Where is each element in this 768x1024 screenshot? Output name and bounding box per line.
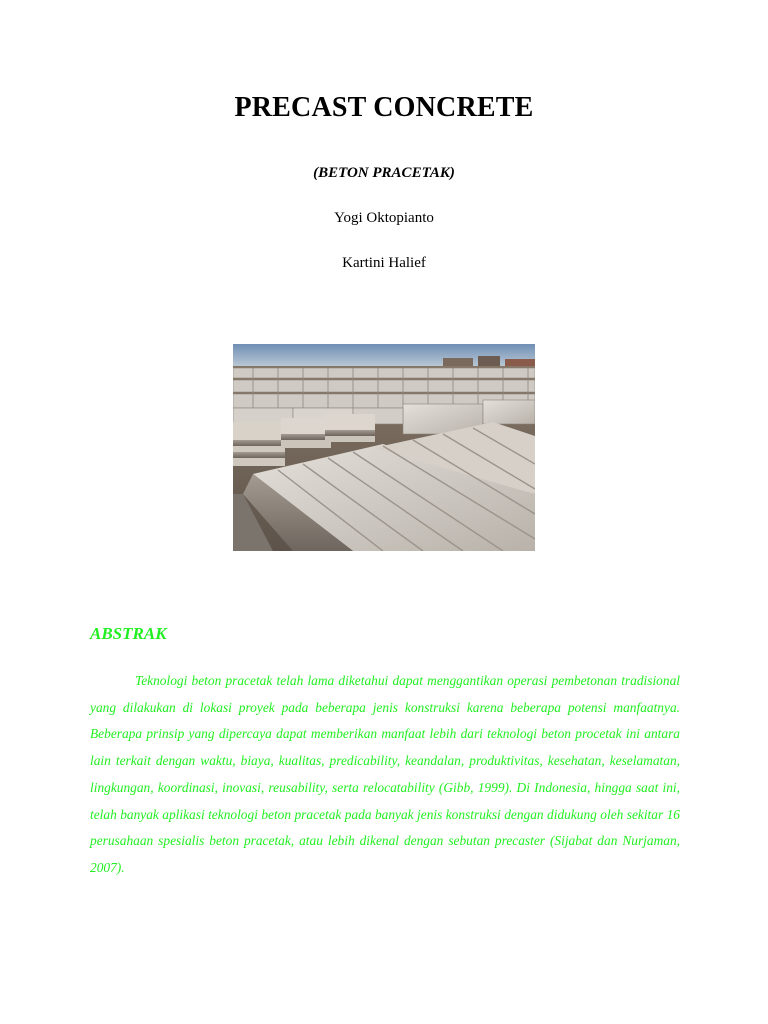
document-subtitle: (BETON PRACETAK) [313, 165, 455, 181]
precast-concrete-yard-photo [233, 344, 535, 551]
author-name: Yogi Oktopianto [334, 210, 434, 226]
abstract-paragraph: Teknologi beton pracetak telah lama diketahui dapat menggantikan operasi pembetonan tradisional yang dilakukan di lokasi proyek pada beberapa jenis konstruksi karena beberapa potensi manfaatnya. Beberapa prinsip yang dipercaya dapat memberikan manfaat lebih dari teknologi beton procetak ini antara lain terkait dengan waktu, biaya, kualitas, predicability, keandalan, produktivitas, kesehatan, keselamatan, lingkungan, koordinasi, inovasi, reusability, serta relocatability (Gibb, 1999). Di Indonesia, hingga saat ini, telah banyak aplikasi teknologi beton pracetak pada banyak jenis konstruksi dengan didukung oleh sekitar 16 perusahaan spesialis beton pracetak, atau lebih dikenal dengan sebutan precaster (Sijabat dan Nurjaman, 2007). [90, 673, 680, 875]
abstract-heading: ABSTRAK [90, 624, 167, 643]
document-title: PRECAST CONCRETE [234, 92, 534, 123]
author-name: Kartini Halief [342, 255, 426, 271]
